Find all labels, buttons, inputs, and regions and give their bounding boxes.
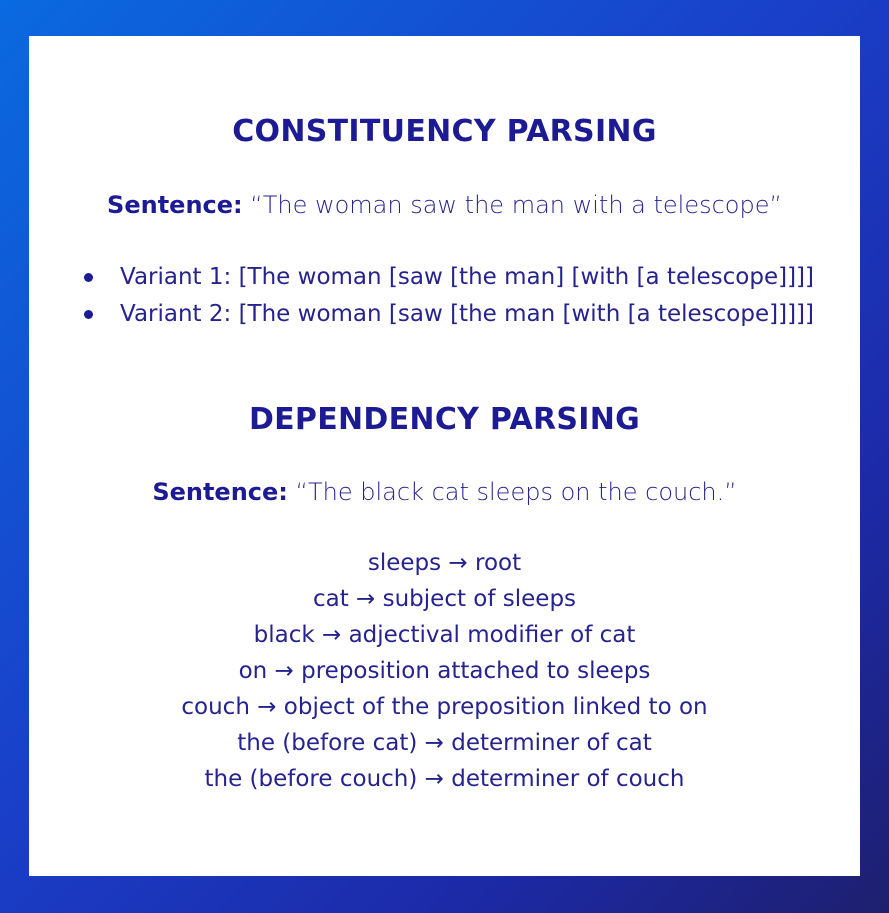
relation-item: sleeps → root: [367, 550, 522, 576]
constituency-sentence-label: Sentence:: [107, 191, 243, 219]
relation-item: the (before cat) → determiner of cat: [237, 730, 652, 756]
dependency-sentence: [29, 478, 860, 506]
relation-item: couch → object of the preposition linked to on: [181, 694, 708, 720]
variant-text: Variant 2: [The woman [saw [the man [with [a telescope]]]]]: [120, 301, 814, 327]
dependency-sentence-text: “The black cat sleeps on the couch.”: [287, 478, 737, 506]
relation-item: the (before couch) → determiner of couch: [204, 766, 685, 792]
relation-item: black → adjectival modifier of cat: [253, 622, 636, 648]
relation-item: cat → subject of sleeps: [312, 586, 577, 612]
bullet-icon: [84, 273, 93, 282]
bullet-icon: [84, 310, 93, 319]
constituency-heading: CONSTITUENCY PARSING: [232, 114, 657, 149]
relation-item: on → preposition attached to sleeps: [238, 658, 651, 684]
variant-text: Variant 1: [The woman [saw [the man] [with [a telescope]]]]: [120, 264, 814, 290]
content-card: [29, 36, 860, 876]
variant-list: [84, 259, 814, 333]
list-item: [84, 296, 814, 333]
dependency-sentence-label: Sentence:: [152, 478, 288, 506]
constituency-sentence: [29, 191, 860, 219]
dependency-relation-list: [29, 545, 860, 797]
constituency-sentence-text: “The woman saw the man with a telescope”: [242, 191, 782, 219]
list-item: [84, 259, 814, 296]
dependency-heading: DEPENDENCY PARSING: [248, 402, 641, 437]
